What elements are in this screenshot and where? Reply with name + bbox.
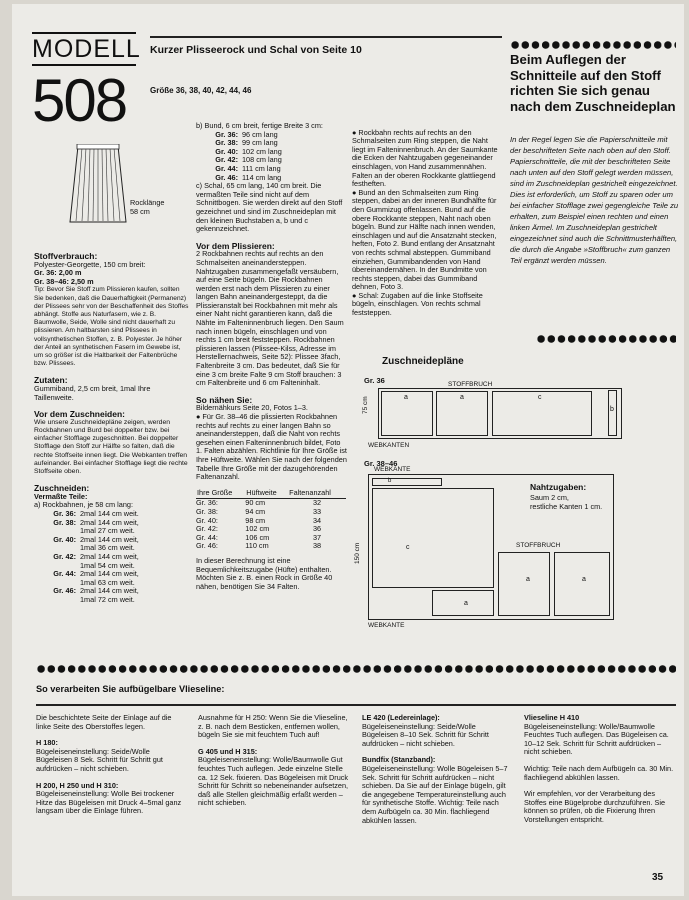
h410-text: Bügeleiseneinstellung: Wolle/Baumwolle Feuchtes Tuch auflegen. Das Bügeleisen ca. 10–12 Sek. Schritt für Schritt aufdrücken – nicht schieben. [524, 721, 669, 757]
size-label [34, 596, 80, 605]
table-cell: 102 cm [245, 524, 270, 534]
plan-gr3846-dim: 150 cm [354, 542, 361, 564]
table-row [196, 499, 346, 508]
size-label: Gr. 38: [215, 138, 238, 148]
zutaten-heading: Zutaten: [34, 375, 68, 386]
rockbahnen-line: a) Rockbahnen, je 58 cm lang: [34, 500, 133, 510]
size-value: 2mal 144 cm weit. [80, 508, 139, 518]
table-row [196, 508, 346, 517]
vor-zuschneiden-heading: Vor dem Zuschneiden: [34, 409, 125, 420]
skirt-illustration [64, 144, 136, 224]
table-cell: Gr. 38: [196, 506, 218, 516]
plan-gr36-letter-a2: a [460, 394, 464, 401]
plan-gr3846-piece-b [372, 478, 442, 486]
table-cell: 90 cm [245, 498, 266, 508]
stoffverbrauch-line-1: Gr. 36: 2,00 m [34, 268, 82, 278]
vlies-intro: Die beschichtete Seite der Einlage auf die linke Seite des Oberstoffes legen. [36, 713, 172, 731]
plan-gr3846-letter-b: b [388, 478, 392, 484]
size-label: Gr. 44: [53, 569, 76, 579]
nahtzugaben-heading: Nahtzugaben: [530, 482, 587, 492]
plan-gr3846-webkante-top: WEBKANTE [374, 466, 411, 473]
table-header-cell: Ihre Größe [196, 488, 245, 499]
plissieren-text: 2 Rockbahnen rechts auf rechts an den Schmalseiten aneinandersteppen. Nahtzugaben zusammengefaßt versäubern, auf eine Seite bügeln. Die Rockbahnen werden erst nach dem Plissieren zu einer langen Bahn aneinandergesteppt, da die Plissieranstalt bei Rockbahnen mit mehr als einer Naht nicht garantieren kann, daß die Nähte im Falteninnenbruch liegen. Den Saum nach innen bügeln, einschlagen und von rechts 1 cm breit feststeppen. Rockbahnen plissieren lassen (Plissee-Kilss, Adresse im Herstellernachweis, Seite 52): Plissee 3fach, Faltenbreite 3 cm. Das bedeutet, daß Sie für eine 3 cm breite Falte 9 cm Stoff brauchen: 3 cm Faltenbreite und 6 cm Falteninhalt. [196, 249, 344, 388]
size-value: 111 cm lang [242, 163, 281, 173]
rockbahnen-size-list [34, 510, 190, 605]
table-cell: 32 [312, 498, 322, 508]
size-label: Gr. 44: [215, 163, 238, 173]
modell-label: MODELL [32, 32, 136, 66]
plan-gr36-label: Gr. 36 [364, 376, 385, 385]
table-note: In dieser Berechnung ist eine Bequemlichkeitszugabe (Hüfte) enthalten. Möchten Sie z. B. einen Rock in Größe 40 nähen, benötigen Sie 34 Falten. [196, 555, 333, 591]
plan-gr3846-label: Gr. 38–46 [364, 459, 398, 468]
caption-line-1: Rocklänge [130, 198, 165, 207]
g405-text: Bügeleiseneinstellung: Wolle/Baumwolle Gut feuchtes Tuch auflegen. Jede einzelne Stelle ca. 12 Sek. fixieren. Das Bügeleisen mit Druck Schritt für Schritt so nebeneinander aufsetzen, daß alle Stellen gleichmäßig erfaßt werden – nicht schieben. [198, 755, 349, 808]
col3-text: ● Rockbahn rechts auf rechts an den Schmalseiten zum Ring steppen, die Naht liegt im Falteninnenbruch. An der Saumkante die Ecken der Nahtzugaben gegeneinander einschlagen, von Hand zusammennähen. Falten an der oberen Rockkante glattliegend festheften. ● Bund an den Schmalseiten zum Ring steppen, dabei an der inneren Bundhälfte für den Gummizug offenlassen. Bund auf die obere Rockkante steppen, Naht nach oben bügeln. Bund zur Hälfte nach innen wenden, einschlagen und auf die Ansatznaht stecken, heften, Foto 2. Bund entlang der Ansatznaht von rechts schmal absteppen. Gummiband einziehen, Gummibandenden von Hand übereinandernähen. In der Bundmitte von rechts steppen, dabei das Gummiband dehnen, Foto 3. ● Schal: Zugaben auf die linke Stoffseite bügeln, einschlagen. Von rechts schmal feststeppen. [352, 127, 498, 318]
table-cell: 38 [312, 541, 322, 551]
stoffverbrauch-heading: Stoffverbrauch: [34, 251, 98, 261]
bundfix-text: Bügeleiseneinstellung: Wolle Bügeleisen 5–7 Sek. Schritt für Schritt aufdrücken – nicht schieben. Da Sie auf der Einlage bügeln, gilt die angegebene Temperatureinstellung auch für synthetische Stoffe. Wichtig: Teile nach dem Aufbügeln ca. 30 Min. flachliegend abkühlen lassen. [362, 763, 508, 825]
bundfix-heading: Bundfix (Stanzband): [362, 755, 436, 765]
plan-gr36-stoffbruch: STOFFBRUCH [448, 381, 493, 388]
table-row [196, 525, 346, 534]
skirt-sketch [64, 144, 136, 224]
table-header-cell: Faltenanzahl [288, 488, 346, 499]
vlies-col-1 [36, 714, 186, 816]
h250-exception: Ausnahme für H 250: Wenn Sie die Vlieseline, z. B. nach dem Besticken, entfernen wollen, bügeln Sie sie mit feuchtem Tuch auf! [198, 713, 348, 740]
plan-gr3846-letter-a2: a [582, 576, 586, 583]
modell-number: 508 [32, 67, 127, 134]
plissieren-heading: Vor dem Plissieren: [196, 240, 275, 251]
column-1 [34, 252, 190, 605]
zutaten-text: Gummiband, 2,5 cm breit, 1mal Ihre Taillenweite. [34, 384, 151, 402]
column-2 [196, 122, 348, 591]
plan-gr36-piece-c [492, 391, 592, 436]
size-value: 102 cm lang [242, 146, 282, 156]
table-header-row [196, 488, 346, 499]
table-cell: 33 [312, 506, 322, 516]
size-value: 2mal 144 cm weit, [80, 517, 139, 527]
caption-line-2: 58 cm [130, 206, 150, 216]
h200-text: Bügeleiseneinstellung: Wolle Bei trockener Hitze das Bügeleisen mit Druck 4–5mal ganz langsam über die Einlage führen. [36, 789, 182, 816]
plan-gr36-dim: 75 cm [362, 396, 369, 414]
table-body [196, 499, 346, 551]
sidebar-text: In der Regel legen Sie die Papierschnitteile mit der beschrifteten Seite nach oben auf den Stoff. Papierschnitteile, die mit der beschrifteten Seite nach unten auf den Stoff gelegt werden müssen, sind im Zuschneideplan gestrichelt eingezeichnet. Dies ist erforderlich, um Stoff zu sparen oder um bei einfacher Stofflage zwei gegengleiche Teile zu erhalten, zum Beispiel einen rechten und einen linken Ärmel. Im Zuschneideplan gestrichelt eingezeichnet sind auch die Schnittmusterhälften, die durch die Angabe »Stoffbruch« zum ganzen Teil ergänzt werden müssen. [510, 135, 679, 265]
plan-gr36-letter-c: c [538, 394, 542, 401]
size-label: Gr. 36: [215, 129, 238, 139]
size-value: 108 cm lang [242, 155, 282, 165]
size-label: Gr. 38: [53, 517, 76, 527]
size-label: Gr. 40: [53, 534, 76, 544]
magazine-page [12, 4, 684, 896]
size-label: Gr. 40: [215, 146, 238, 156]
h180-text: Bügeleiseneinstellung: Seide/Wolle Bügeleisen 8 Sek. Schritt für Schritt gut aufdrücken – nicht schieben. [36, 746, 163, 773]
plan-gr3846-stoffbruch: STOFFBRUCH [516, 542, 561, 549]
table-cell: 94 cm [245, 506, 266, 516]
size-value: 2mal 144 cm weit, [80, 586, 139, 596]
le420-text: Bügeleiseneinstellung: Seide/Wolle Bügeleisen 8–10 Sek. Schritt für Schritt aufdrücken – nicht schieben. [362, 721, 489, 748]
vlies-title: So verarbeiten Sie aufbügelbare Vlieseline: [36, 684, 225, 694]
dots-top-right [510, 40, 676, 50]
size-value: 96 cm lang [242, 129, 278, 139]
plan-gr3846-piece-a2 [554, 552, 610, 616]
le420-heading: LE 420 (Ledereinlage): [362, 713, 440, 722]
plan-gr36-letter-a1: a [404, 394, 408, 401]
size-value: 1mal 63 cm weit. [80, 577, 135, 587]
nahtzugaben-line-2: restliche Kanten 1 cm. [530, 502, 603, 511]
vermasste-teile: Vermaßte Teile: [34, 491, 88, 501]
table-cell: 110 cm [245, 541, 269, 551]
naehen-text-2: ● Für Gr. 38–46 die plissierten Rockbahnen rechts auf rechts zu einer langen Bahn so aneinandersteppen, daß die Naht von rechts gesehen einen Falteninnenbruch bildet, Foto 1. Falten abzählen. Richtlinie für Ihre Größe ist Ihre Hüftweite. Wählen Sie nach der folgenden Tabelle Ihre Größe mit der dazugehörenden Faltenanzahl. [196, 412, 347, 482]
table-cell: Gr. 46: [196, 541, 218, 551]
table-cell: Gr. 36: [196, 498, 218, 508]
plan-gr3846-piece-c [372, 488, 494, 588]
g405-heading: G 405 und H 315: [198, 746, 258, 756]
size-label: Gr. 46: [215, 172, 238, 182]
size-value: 1mal 27 cm weit. [80, 526, 135, 536]
naehen-text-1: Bildernähkurs Seite 20, Fotos 1–3. [196, 403, 308, 413]
h410-heading: Vlieseline H 410 [524, 713, 580, 722]
plan-gr3846-letter-c: c [406, 544, 410, 551]
size-value: 1mal 54 cm weit. [80, 560, 135, 570]
table-cell: 37 [312, 532, 322, 542]
sidebar-headline: Beim Auflegen der Schnitteile auf den Stoff richten Sie sich genau nach dem Zuschneideplan [510, 52, 676, 114]
table-row [196, 517, 346, 526]
size-value: 99 cm lang [242, 138, 278, 148]
plan-gr3846-webkante-bottom: WEBKANTE [368, 622, 405, 629]
rockbahnen-row [34, 596, 190, 605]
vlies-col-2 [198, 714, 350, 808]
plan-gr3846-letter-a1: a [526, 576, 530, 583]
faltenanzahl-table [196, 488, 346, 551]
table-cell: Gr. 44: [196, 532, 218, 542]
skirt-length-caption [130, 199, 164, 216]
size-value: 2mal 144 cm weit, [80, 534, 139, 544]
vor-zuschneiden-text: Wie unsere Zuschneidepläne zeigen, werden Rockbahnen und Burd bei doppelter bzw. bei einfacher Stofflage zugeschnitten. Bei doppelter Stofflage den Stoff zur Hälfte so falten, daß die rechte Stoffseite innen liegt. Die Webkanten treffen aufeinander. Bei einfacher Stofflage liegt die rechte Stoffseite oben. [34, 418, 188, 475]
page-number: 35 [652, 872, 664, 883]
bund-size-list [196, 131, 348, 183]
table-row [196, 534, 346, 543]
nahtzugaben-line-1: Saum 2 cm, [530, 493, 569, 502]
vlies-col-3 [362, 714, 512, 825]
h180-heading: H 180: [36, 738, 58, 748]
table-row [196, 542, 346, 551]
plan-gr3846-piece-a1 [498, 552, 550, 616]
plan-gr36-webkanten: WEBKANTEN [368, 442, 410, 449]
size-label: Gr. 46: [53, 586, 76, 596]
plan-gr3846-letter-a-small: a [464, 600, 468, 607]
title-rule [150, 36, 502, 38]
size-label: Gr. 36: [53, 508, 76, 518]
stoffverbrauch-line-0: Polyester-Georgette, 150 cm breit: [34, 259, 146, 269]
plans-title: Zuschneidepläne [382, 356, 464, 367]
table-header-cell: Hüftweite [245, 488, 288, 499]
plan-gr36-letter-b: b [610, 406, 614, 413]
vlies-rule [36, 704, 676, 706]
size-label: Gr. 42: [215, 155, 238, 165]
size-value: 114 cm lang [242, 172, 282, 182]
dots-mid-right [536, 334, 676, 344]
size-range: Größe 36, 38, 40, 42, 44, 46 [150, 86, 252, 95]
table-cell: 98 cm [245, 515, 266, 525]
article-title: Kurzer Plisseerock und Schal von Seite 10 [150, 44, 362, 56]
h200-heading: H 200, H 250 und H 310: [36, 780, 119, 790]
bund-line: b) Bund, 6 cm breit, fertige Breite 3 cm: [196, 121, 323, 130]
column-3 [352, 120, 502, 326]
wichtig-text: Wichtig: Teile nach dem Aufbügeln ca. 30 Min. flachliegend abkühlen lassen. [524, 763, 674, 782]
stoffverbrauch-line-2: Gr. 38–46: 2,50 m [34, 276, 94, 286]
table-cell: 34 [312, 515, 322, 525]
size-value: 2mal 144 cm weit, [80, 551, 139, 561]
table-cell: 106 cm [245, 532, 270, 542]
zuschneiden-heading: Zuschneiden: [34, 483, 90, 494]
table-cell: 36 [312, 524, 322, 534]
dots-separator [36, 664, 676, 674]
schal-text: c) Schal, 65 cm lang, 140 cm breit. Die vermaßten Teile sind nicht auf dem Schnittbogen. Sie werden direkt auf den Stoff gezeichnet und sind im Zuschneideplan mit den kleinen Buchstaben a, b und c gekennzeichnet. [196, 181, 343, 234]
size-label: Gr. 42: [53, 551, 76, 561]
plan-gr3846-piece-a-small [432, 590, 494, 616]
size-value: 2mal 144 cm weit, [80, 569, 139, 579]
stoffverbrauch-tip: Tip: Bevor Sie Stoff zum Plissieren kaufen, sollten Sie bedenken, daß die Dauerhaftigkeit (Permanenz) der Plissees sehr von der Beschaffenheit des Stoffes abhängt. Stoffe aus Naturfasern, wie z. B. Baumwolle, Seide, Wolle sind nicht dauerhaft zu plissieren. Am haltbarsten sind Plissees in vollsynthetischen Stoffen, z. B. Polyester. Je höher der Anteil an synthetischen Fasern im Gewebe ist, um so größer ist die Haltbarkeit der Faltenbrüche bzw. Plissees. [34, 286, 189, 368]
plan-gr36-piece-b [608, 390, 617, 436]
modell-header [32, 32, 141, 134]
table-cell: Gr. 40: [196, 515, 218, 525]
empfehlung-text: Wir empfehlen, vor der Verarbeitung des Stoffes eine Bügelprobe durchzuführen. Sie können so prüfen, ob die Fixierung Ihren Vorstellungen entspricht. [524, 789, 666, 824]
naehen-heading: So nähen Sie: [196, 394, 253, 405]
table-cell: Gr. 42: [196, 524, 218, 534]
vlies-col-4 [524, 714, 676, 825]
size-value: 1mal 36 cm weit. [80, 543, 135, 553]
size-value: 1mal 72 cm weit. [80, 594, 135, 604]
